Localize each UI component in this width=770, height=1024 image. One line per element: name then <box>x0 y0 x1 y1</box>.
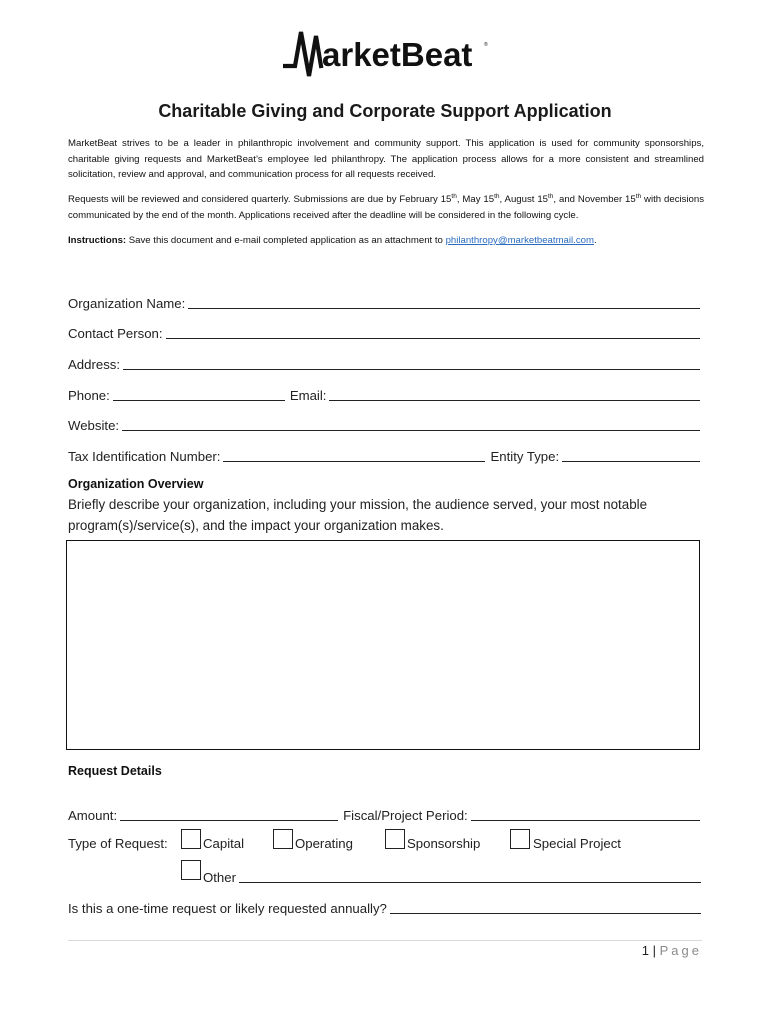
phone-field[interactable] <box>113 386 285 401</box>
website-field[interactable] <box>122 416 700 431</box>
special-project-option-label: Special Project <box>533 836 621 851</box>
email-field[interactable] <box>329 386 700 401</box>
contact-row <box>68 321 700 341</box>
instructions-label: Instructions: <box>68 235 127 246</box>
website-label: Website: <box>68 418 120 433</box>
amount-label: Amount: <box>68 808 118 823</box>
entity-type-field[interactable] <box>562 447 700 462</box>
tax-id-label: Tax Identification Number: <box>68 449 221 464</box>
heartbeat-m-icon <box>285 32 321 76</box>
footer-divider <box>68 940 702 941</box>
overview-prompt: Briefly describe your organization, including your mission, the audience served, your most notable program(s)/service(s), and the impact your organization makes. <box>68 497 648 533</box>
request-details-heading: Request Details <box>68 764 162 778</box>
period-label: Fiscal/Project Period: <box>343 808 468 823</box>
tax-id-field[interactable] <box>223 447 485 462</box>
email-label: Email: <box>289 388 327 403</box>
instructions-paragraph: Instructions: Save this document and e-mail completed application as an attachment to philanthropy@marketbeatmail.com. <box>68 235 597 246</box>
address-label: Address: <box>68 357 121 372</box>
email-link[interactable]: philanthropy@marketbeatmail.com <box>445 235 594 246</box>
overview-heading: Organization Overview <box>68 477 204 491</box>
other-field[interactable] <box>239 868 701 883</box>
tax-entity-row <box>68 444 700 464</box>
frequency-row <box>68 896 701 916</box>
sponsorship-option-label: Sponsorship <box>407 836 481 851</box>
overview-textarea[interactable] <box>66 540 700 750</box>
type-of-request-label: Type of Request: <box>68 836 168 851</box>
sponsorship-checkbox[interactable] <box>385 829 405 849</box>
svg-text:®: ® <box>484 42 488 48</box>
page-number <box>642 943 702 958</box>
phone-email-row <box>68 383 700 403</box>
deadline-paragraph: Requests will be reviewed and considered quarterly. Submissions are due by February 15th, May 15th, August 15th, and November 15th with decisions communicated by the end of the month. Applications received after the deadline will be considered in the following cycle. <box>68 193 705 221</box>
other-checkbox[interactable] <box>181 860 201 880</box>
operating-option-label: Operating <box>295 836 353 851</box>
capital-option-label: Capital <box>203 836 245 851</box>
phone-label: Phone: <box>68 388 110 403</box>
frequency-label: Is this a one-time request or likely requested annually? <box>68 901 387 916</box>
page-separator: | <box>652 943 656 958</box>
capital-checkbox[interactable] <box>181 829 201 849</box>
page-number-value: 1 <box>641 943 649 958</box>
special-project-checkbox[interactable] <box>510 829 530 849</box>
contact-field[interactable] <box>166 324 700 339</box>
org-name-field[interactable] <box>188 294 700 309</box>
frequency-field[interactable] <box>390 899 701 914</box>
other-row <box>203 865 701 885</box>
operating-checkbox[interactable] <box>273 829 293 849</box>
org-name-row <box>68 291 700 311</box>
contact-label: Contact Person: <box>68 326 163 341</box>
form-title: Charitable Giving and Corporate Support Application <box>158 101 612 121</box>
address-field[interactable] <box>123 355 700 370</box>
marketbeat-logo <box>283 26 493 84</box>
page-label: Page <box>659 943 702 958</box>
brand-wordmark: arketBeat <box>322 36 473 73</box>
org-name-label: Organization Name: <box>68 296 186 311</box>
amount-field[interactable] <box>120 806 338 821</box>
entity-type-label: Entity Type: <box>490 449 560 464</box>
website-row <box>68 413 700 433</box>
intro-paragraph: MarketBeat strives to be a leader in philanthropic involvement and community support. This application is used for community sponsorships, charitable giving requests and MarketBeat’s employee led philanthropy. The application process allows for a more consistent and streamlined solicitation, review and approval, and communication process for all requests received. <box>68 138 704 180</box>
address-row <box>68 352 700 372</box>
period-field[interactable] <box>471 806 700 821</box>
other-option-label: Other <box>203 870 236 885</box>
amount-period-row <box>68 803 700 823</box>
